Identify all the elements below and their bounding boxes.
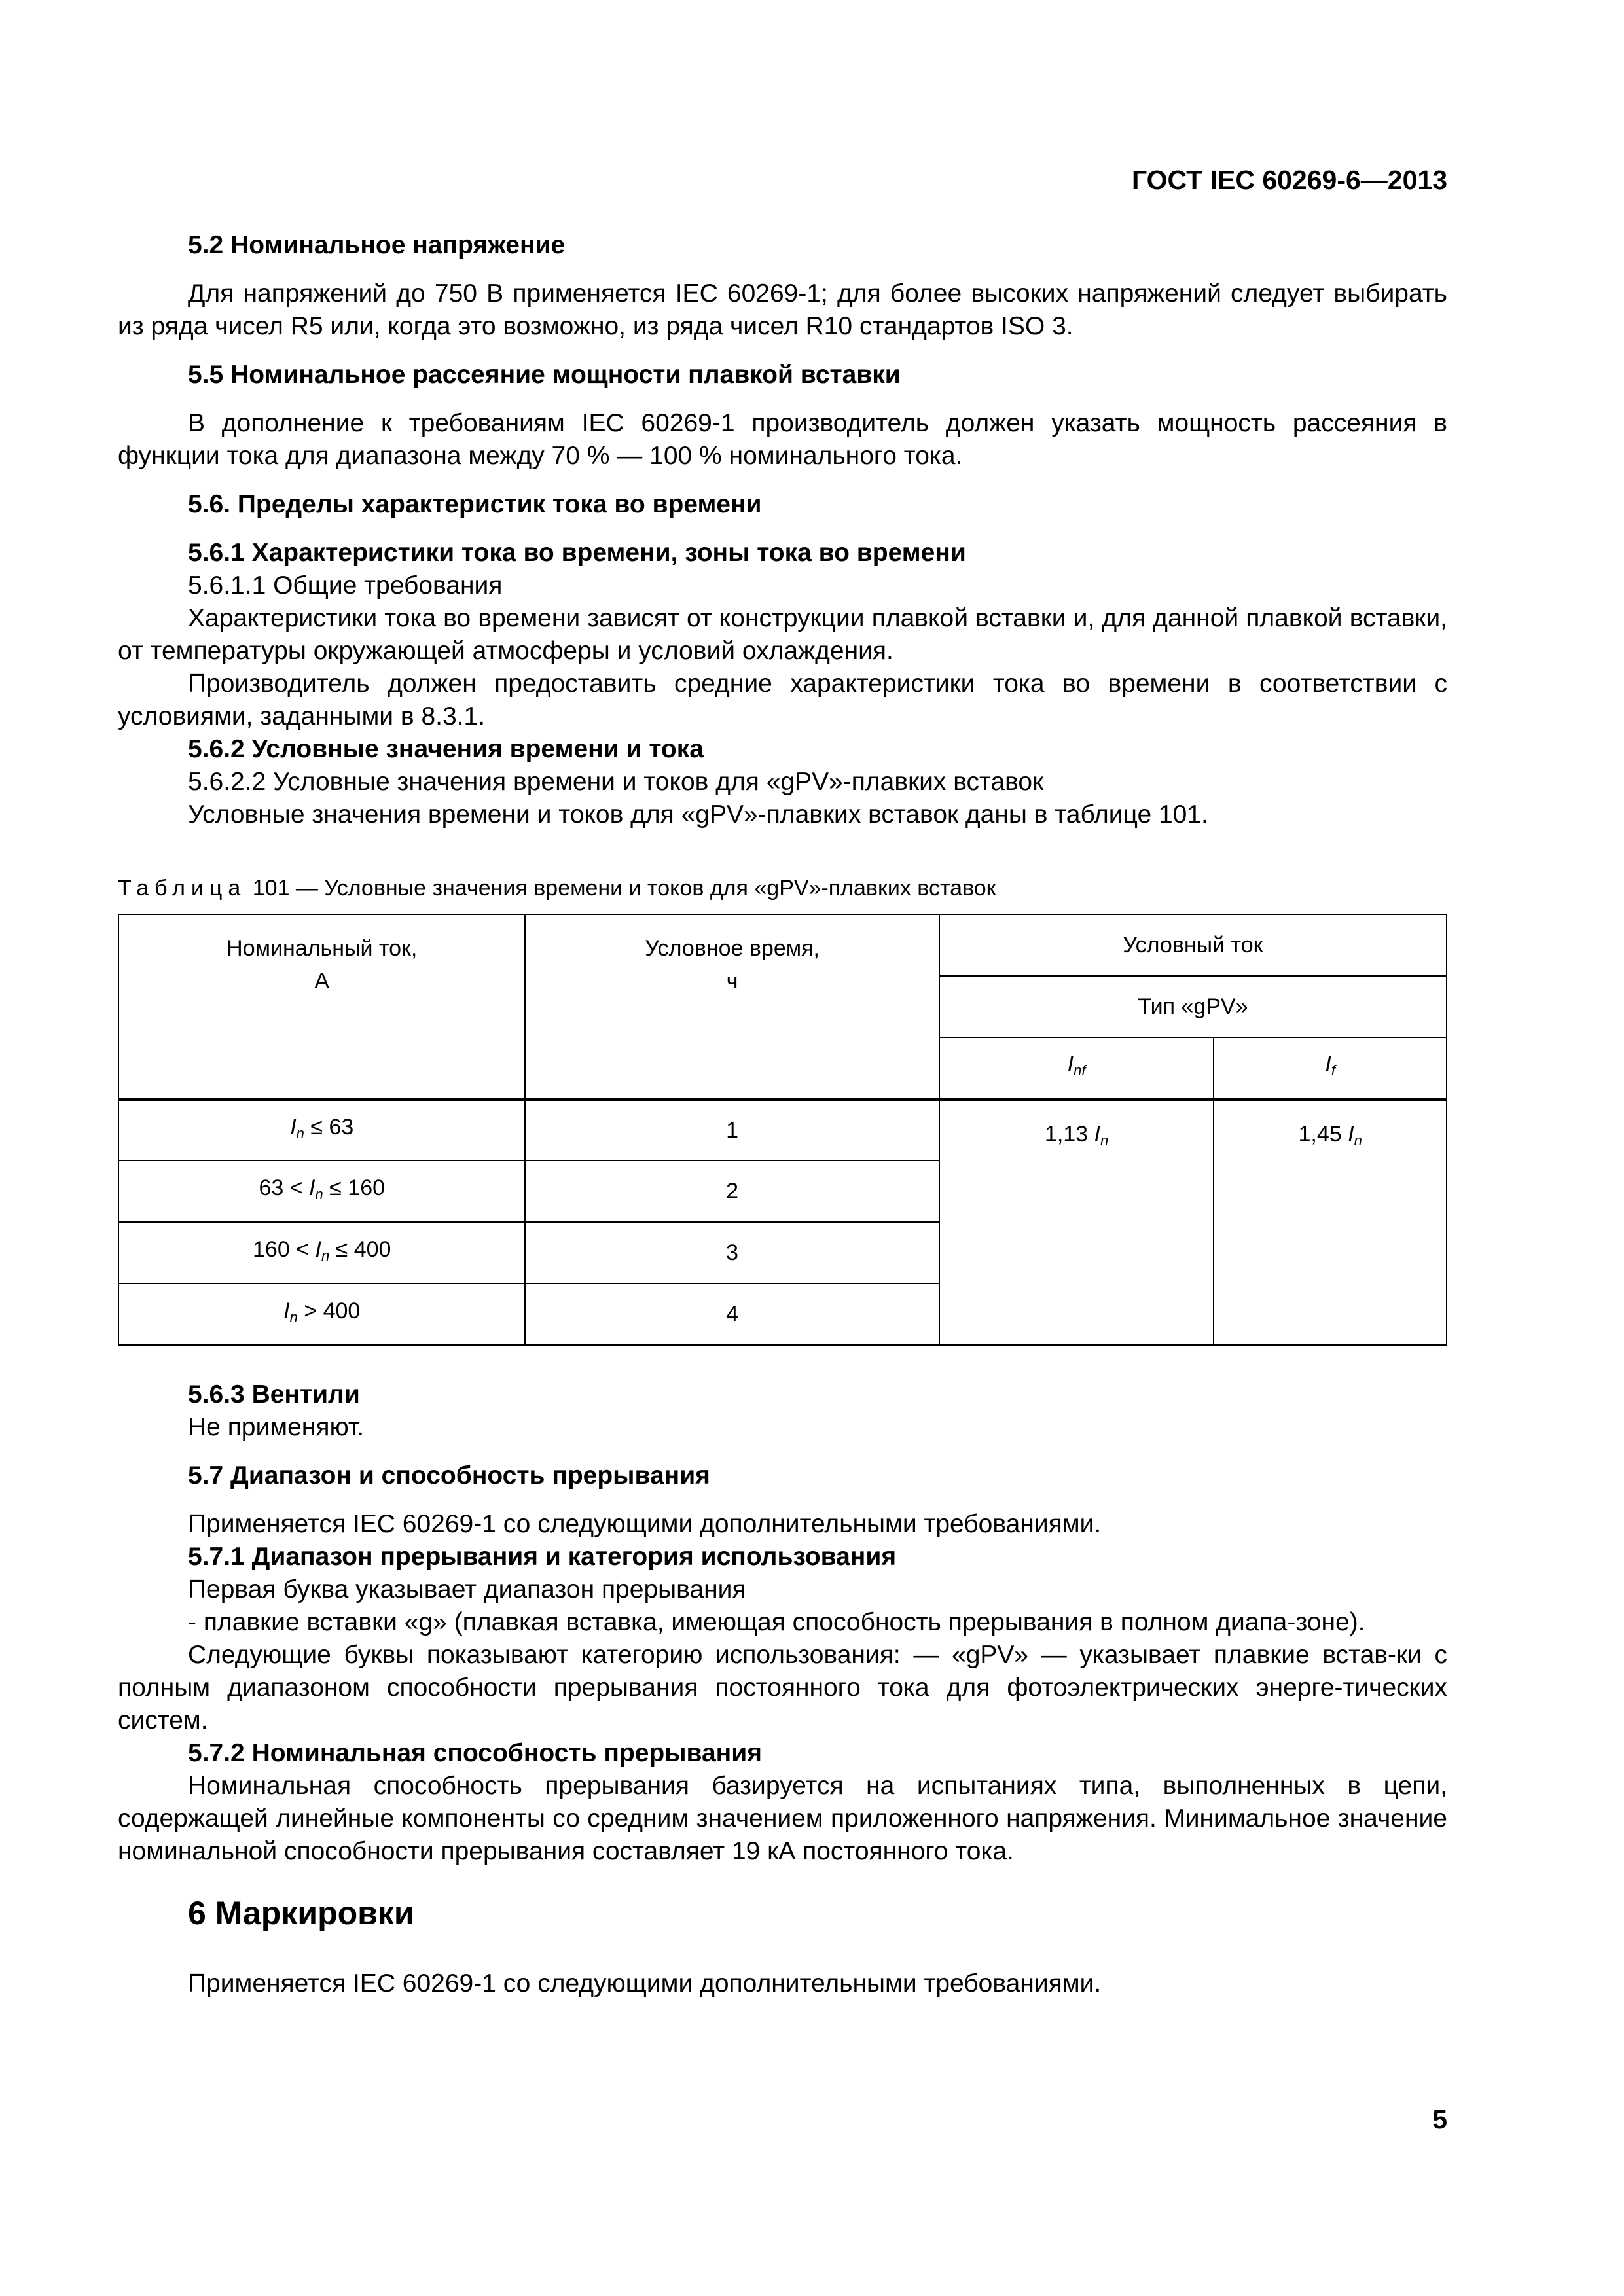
table-caption-word: Таблица — [118, 876, 247, 901]
section-6-title: 6 Маркировки — [188, 1895, 414, 1931]
section-5-7-1-para-3: Следующие буквы показывают категорию использования: — «gPV» — указывает плавкие встав-ки с полным диапазоном способности прерывания постоянного тока для фотоэлектрических энерге-тических систем. — [118, 1641, 1447, 1734]
header-nominal-current-unit: А — [314, 969, 330, 994]
table-caption-text: 101 — Условные значения времени и токов для «gPV»-плавких вставок — [246, 876, 996, 901]
cell-if-value: 1,45 $I_n$ — [1214, 1099, 1447, 1345]
header-nominal-current — [118, 914, 525, 1099]
cell-current-range: $160 < I_n \le 400$ — [118, 1222, 525, 1283]
header-conventional-time — [525, 914, 939, 1099]
section-5-6-3-title: 5.6.3 Вентили — [188, 1380, 360, 1408]
cell-time: 3 — [525, 1222, 939, 1283]
section-5-5-title: 5.5 Номинальное рассеяние мощности плавкой вставки — [188, 361, 901, 389]
section-5-7-text: Применяется IEC 60269-1 со следующими дополнительными требованиями. — [188, 1510, 1102, 1538]
cell-current-range: $I_n > 400$ — [118, 1283, 525, 1345]
section-5-6-2-2-text: Условные значения времени и токов для «gPV»-плавких вставок даны в таблице 101. — [188, 800, 1208, 829]
section-5-7-2-title: 5.7.2 Номинальная способность прерывания — [188, 1739, 762, 1767]
section-5-6-title: 5.6. Пределы характеристик тока во времени — [188, 490, 762, 518]
page-content — [118, 229, 1447, 2000]
cell-time: 2 — [525, 1160, 939, 1222]
header-conventional-current: Условный ток — [939, 914, 1447, 976]
table-row — [118, 1099, 1447, 1160]
section-5-6-1-1-para-2: Производитель должен предоставить средние характеристики тока во времени в соответствии с условиями, заданными в 8.3.1. — [118, 670, 1447, 730]
page-number: 5 — [1432, 2104, 1447, 2134]
header-inf: $I_{nf}$ — [939, 1037, 1214, 1099]
document-header: ГОСТ IEC 60269-6—2013 — [1131, 165, 1447, 195]
section-5-6-3-text: Не применяют. — [188, 1413, 365, 1441]
section-5-7-1-title: 5.7.1 Диапазон прерывания и категория использования — [188, 1543, 897, 1571]
header-conventional-time-label: Условное время, — [645, 936, 820, 961]
cell-time: 4 — [525, 1283, 939, 1345]
section-5-6-1-title: 5.6.1 Характеристики тока во времени, зоны тока во времени — [188, 539, 966, 567]
cell-current-range: $63 < I_n \le 160$ — [118, 1160, 525, 1222]
section-5-7-title: 5.7 Диапазон и способность прерывания — [188, 1462, 710, 1490]
table-caption — [118, 872, 1447, 905]
section-5-7-1-para-2: - плавкие вставки «g» (плавкая вставка, имеющая способность прерывания в полном диапа-зоне). — [188, 1608, 1365, 1636]
header-if: $I_f$ — [1214, 1037, 1447, 1099]
header-conventional-time-unit: ч — [726, 969, 738, 994]
header-type-gpv: Тип «gPV» — [939, 976, 1447, 1037]
section-5-6-2-title: 5.6.2 Условные значения времени и тока — [188, 735, 704, 763]
section-5-6-2-2-title: 5.6.2.2 Условные значения времени и токов для «gPV»-плавких вставок — [188, 768, 1044, 796]
cell-time: 1 — [525, 1099, 939, 1160]
section-5-7-2-text: Номинальная способность прерывания базируется на испытаниях типа, выполненных в цепи, содержащей линейные компоненты со средним значением приложенного напряжения. Минимальное значение номинальной способности прерывания составляет 19 кА постоянного тока. — [118, 1772, 1447, 1865]
section-5-7-1-para-1: Первая буква указывает диапазон прерывания — [188, 1575, 746, 1604]
section-5-6-1-1-title: 5.6.1.1 Общие требования — [188, 571, 503, 600]
section-5-5-text: В дополнение к требованиям IEC 60269-1 производитель должен указать мощность рассеяния в функции тока для диапазона между 70 % — 100 % номинального тока. — [118, 409, 1447, 470]
section-6-text: Применяется IEC 60269-1 со следующими дополнительными требованиями. — [188, 1969, 1102, 1998]
section-5-2-text: Для напряжений до 750 В применяется IEC 60269-1; для более высоких напряжений следует выбирать из ряда чисел R5 или, когда это возможно, из ряда чисел R10 стандартов ISO 3. — [118, 279, 1447, 340]
section-5-6-1-1-para-1: Характеристики тока во времени зависят от конструкции плавкой вставки и, для данной плавкой вставки, от температуры окружающей атмосферы и условий охлаждения. — [118, 604, 1447, 665]
section-5-2-title: 5.2 Номинальное напряжение — [188, 231, 566, 259]
table-101 — [118, 914, 1447, 1346]
cell-inf-value: 1,13 $I_n$ — [939, 1099, 1214, 1345]
cell-current-range: $I_n \le 63$ — [118, 1099, 525, 1160]
header-nominal-current-label: Номинальный ток, — [226, 936, 418, 961]
